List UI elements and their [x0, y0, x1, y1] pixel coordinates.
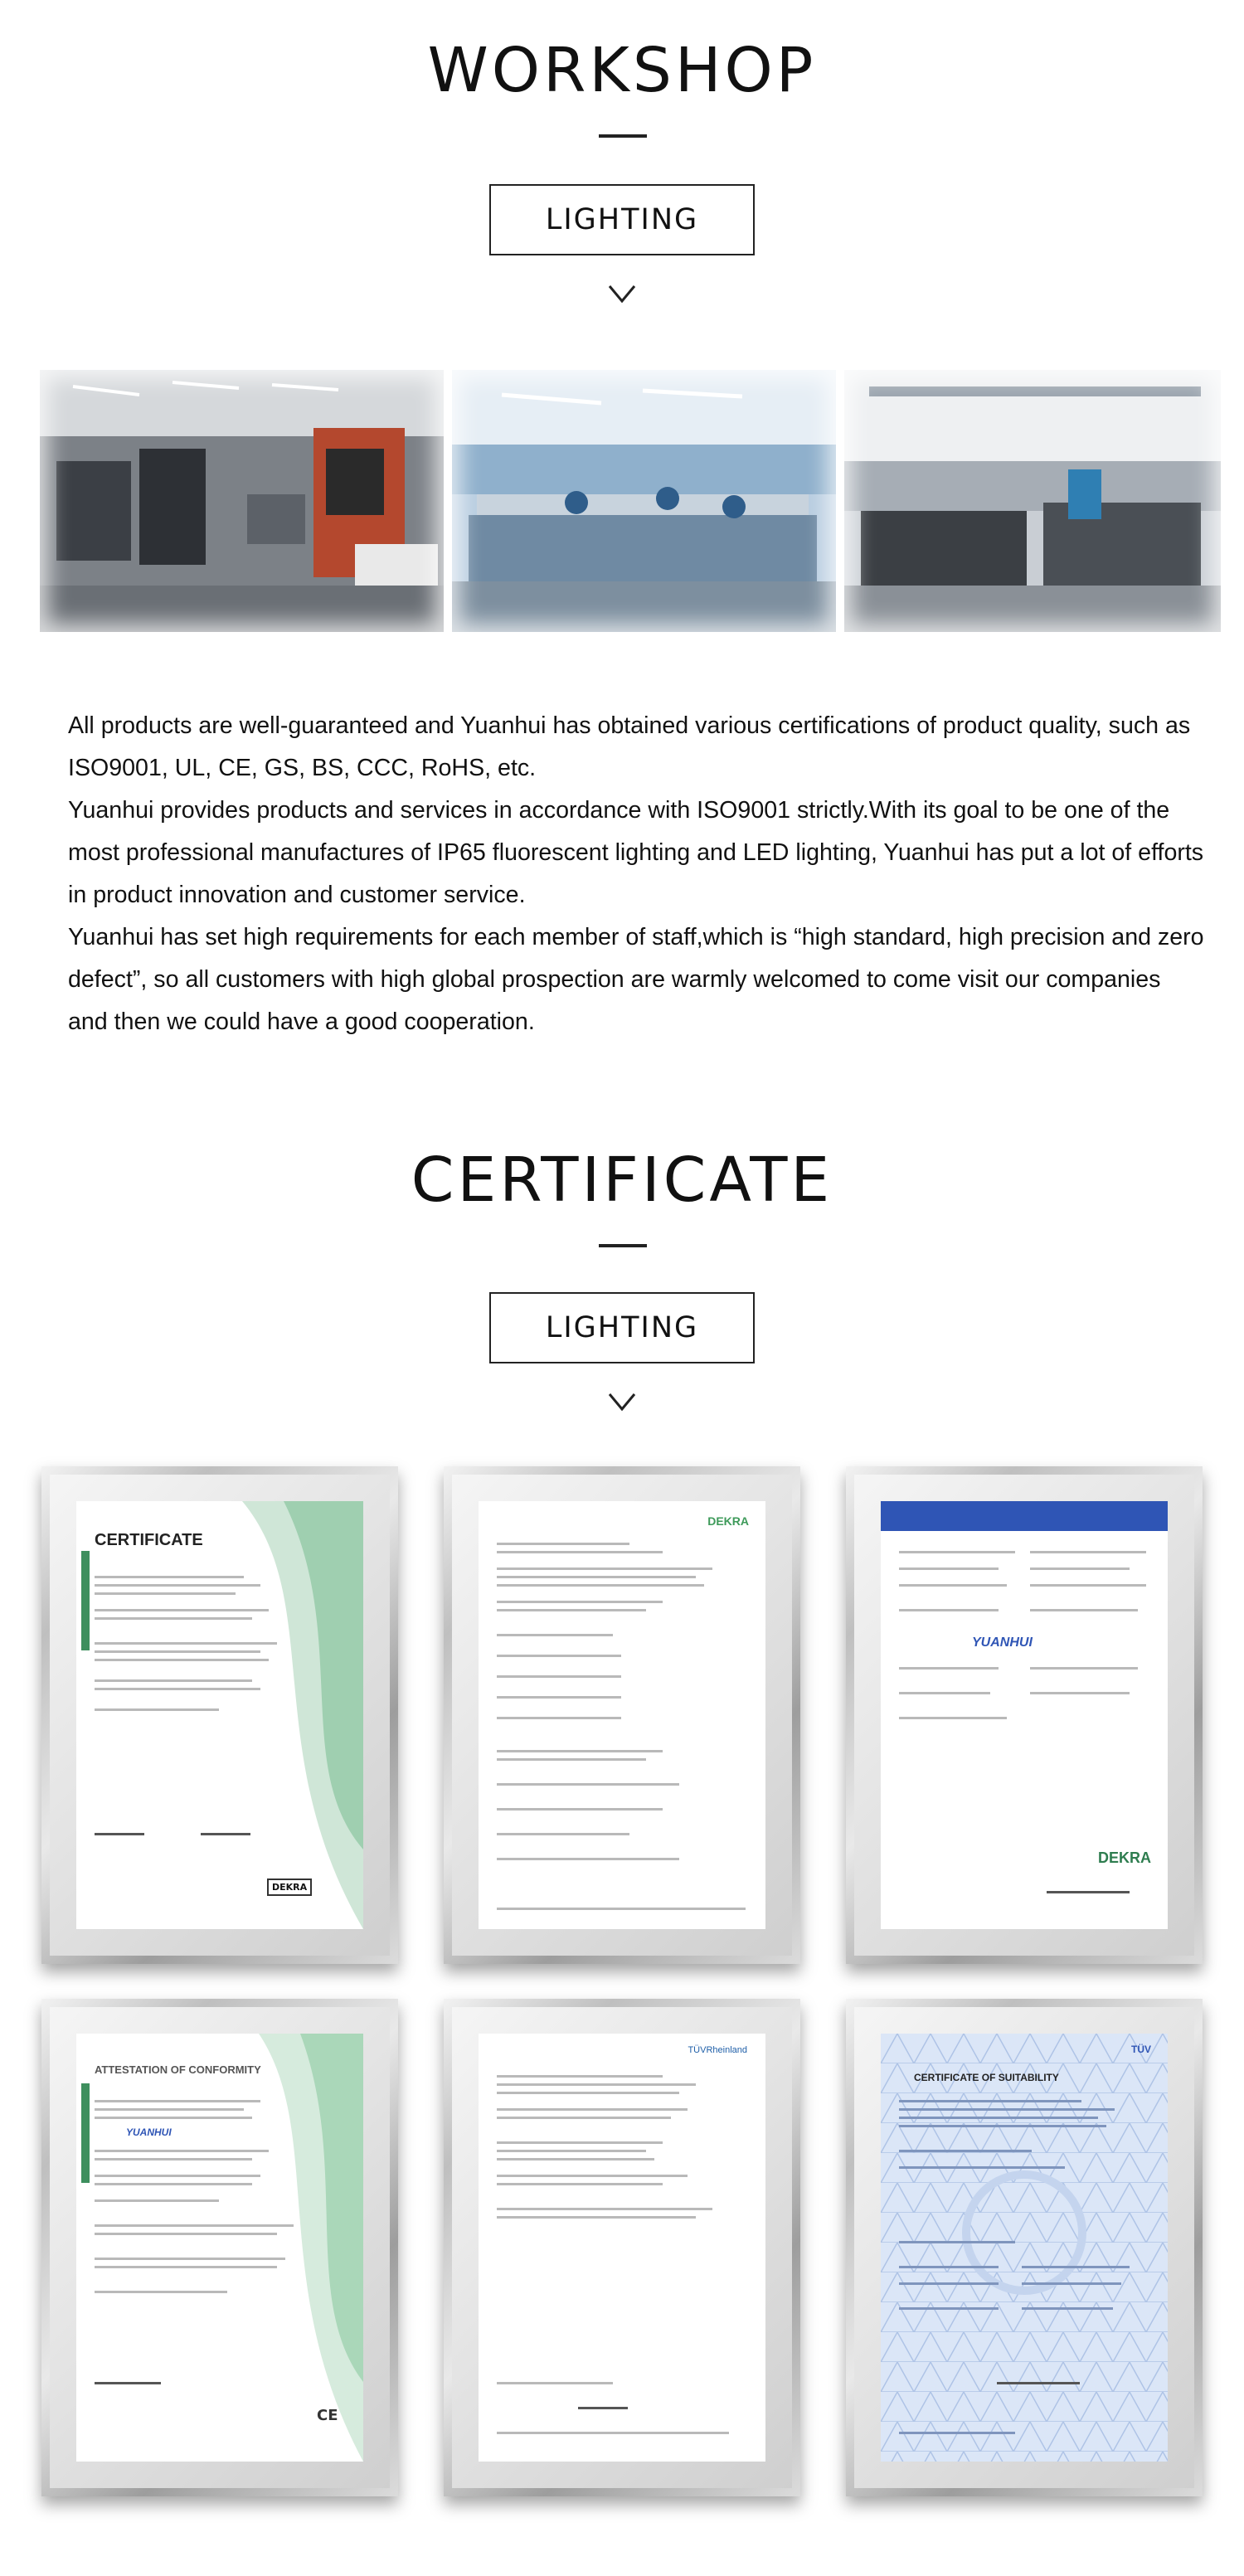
certificate-frame-certificate-of-suitability: [846, 1999, 1203, 2496]
dekra-logo: DEKRA: [707, 1514, 749, 1528]
tuv-logo: TÜV: [1131, 2044, 1151, 2055]
certificate-heading: CERTIFICATE OF SUITABILITY: [914, 2072, 1059, 2083]
dekra-logo: DEKRA: [1097, 1849, 1151, 1866]
certificate-logo-badge: DEKRA: [267, 1879, 312, 1896]
certificate-heading: CERTIFICATE: [95, 1531, 203, 1549]
workshop-photo-machinery: [40, 370, 444, 632]
chevron-down-icon: [608, 284, 636, 304]
yuanhui-brand-mark: YUANHUI: [126, 2126, 172, 2138]
certificate-title: CERTIFICATE: [411, 1145, 833, 1216]
certificate-frame-dekra-ip-test: [846, 1466, 1203, 1964]
certificate-document: [881, 1501, 1168, 1929]
certificate-document: [479, 2034, 765, 2462]
certificate-document: [479, 1501, 765, 1929]
certificate-lighting-label: LIGHTING: [489, 1292, 755, 1363]
workshop-lighting-label: LIGHTING: [489, 184, 755, 255]
certificate-frame-attestation-of-conformity: [41, 1999, 398, 2496]
description-paragraph-iso9001: Yuanhui provides products and services in accordance with ISO9001 strictly.With its goal to be one of the most professional manufactures of IP65 fluorescent lighting and LED lighting, Yuanhui has put a lot of efforts in product innovation and customer service.: [68, 797, 1204, 908]
chevron-down-icon: [608, 1392, 636, 1412]
description-paragraph-staff: Yuanhui has set high requirements for each member of staff,which is “high standard, high precision and zero defect”, so all customers with high global prospection are warmly welcomed to come visit our companies and then we could have a good cooperation.: [68, 924, 1204, 1035]
certificate-heading: ATTESTATION OF CONFORMITY: [95, 2063, 261, 2076]
company-description: [68, 705, 1204, 1043]
workshop-photo-production-floor: [844, 370, 1221, 632]
document-header-bar: [881, 1501, 1168, 1531]
workshop-photo-assembly-line: [452, 370, 836, 632]
ce-mark-icon: CE: [317, 2407, 338, 2424]
description-paragraph-certifications: All products are well-guaranteed and Yuanhui has obtained various certifications of product quality, such as ISO9001, UL, CE, GS, BS, CCC, RoHS, etc.: [68, 712, 1191, 781]
certificate-frame-dekra-report: [444, 1466, 800, 1964]
certificate-frame-tuv-report: [444, 1999, 800, 2496]
certificate-document: [76, 1501, 363, 1929]
tuv-rheinland-logo: TÜVRheinland: [688, 2045, 747, 2055]
workshop-title: WORKSHOP: [427, 35, 817, 106]
certificate-document: [881, 2034, 1168, 2462]
certificate-title-rule: [599, 1244, 647, 1247]
certificate-frame-dekra-certificate: [41, 1466, 398, 1964]
certificate-document: [76, 2034, 363, 2462]
yuanhui-brand-mark: YUANHUI: [972, 1636, 1033, 1650]
workshop-title-rule: [599, 134, 647, 138]
